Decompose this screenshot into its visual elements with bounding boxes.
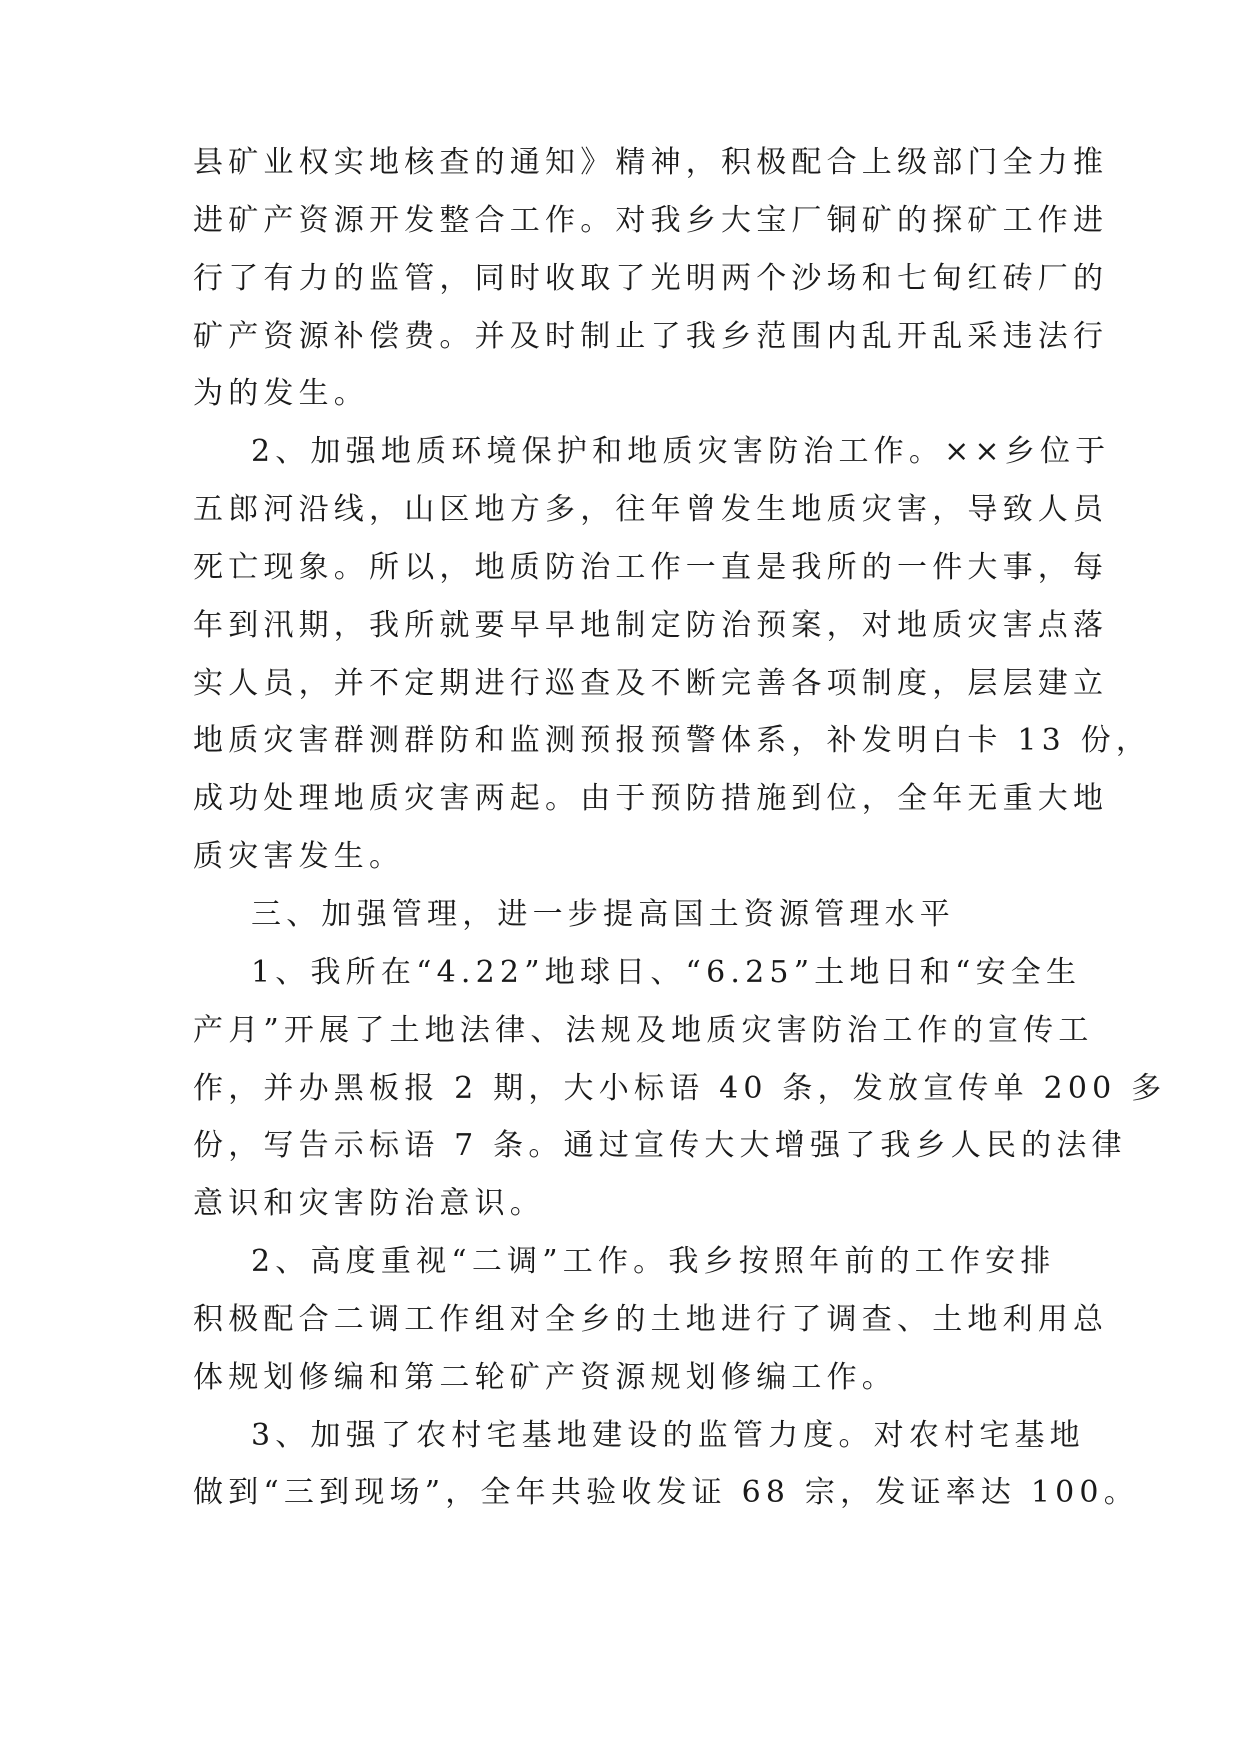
text-line: 年到汛期，我所就要早早地制定防治预案，对地质灾害点落 [193, 608, 1109, 643]
text-line: 行了有力的监管，同时收取了光明两个沙场和七甸红砖厂的 [193, 261, 1109, 296]
text-line: 质灾害发生。 [193, 839, 405, 874]
paragraph-first-line: 2、高度重视“二调”工作。我乡按照年前的工作安排 [251, 1244, 1056, 1279]
text-line: 实人员，并不定期进行巡查及不断完善各项制度，层层建立 [193, 666, 1109, 701]
text-line: 死亡现象。所以，地质防治工作一直是我所的一件大事，每 [193, 550, 1109, 585]
text-line: 县矿业权实地核查的通知》精神，积极配合上级部门全力推 [193, 145, 1109, 180]
text-line: 地质灾害群测群防和监测预报预警体系，补发明白卡 13 份， [193, 723, 1152, 758]
text-line: 成功处理地质灾害两起。由于预防措施到位，全年无重大地 [193, 781, 1109, 816]
text-line: 进矿产资源开发整合工作。对我乡大宝厂铜矿的探矿工作进 [193, 203, 1109, 238]
text-line: 作，并办黑板报 2 期，大小标语 40 条，发放宣传单 200 多 [193, 1071, 1167, 1106]
text-line: 五郎河沿线，山区地方多，往年曾发生地质灾害，导致人员 [193, 492, 1109, 527]
text-line: 产月”开展了土地法律、法规及地质灾害防治工作的宣传工 [193, 1013, 1094, 1048]
paragraph-first-line: 3、加强了农村宅基地建设的监管力度。对农村宅基地 [251, 1418, 1085, 1453]
paragraph-first-line: 2、加强地质环境保护和地质灾害防治工作。××乡位于 [251, 434, 1111, 469]
paragraph-first-line: 1、我所在“4.22”地球日、“6.25”土地日和“安全生 [251, 955, 1082, 990]
text-line: 为的发生。 [193, 376, 369, 411]
text-line: 份，写告示标语 7 条。通过宣传大大增强了我乡人民的法律 [193, 1128, 1127, 1163]
text-line: 意识和灾害防治意识。 [193, 1186, 545, 1221]
text-line: 做到“三到现场”，全年共验收发证 68 宗，发证率达 100。 [193, 1475, 1139, 1510]
text-line: 体规划修编和第二轮矿产资源规划修编工作。 [193, 1360, 897, 1395]
text-line: 矿产资源补偿费。并及时制止了我乡范围内乱开乱采违法行 [193, 319, 1109, 354]
section-heading: 三、加强管理，进一步提高国土资源管理水平 [251, 897, 955, 932]
text-line: 积极配合二调工作组对全乡的土地进行了调查、土地利用总 [193, 1302, 1109, 1337]
